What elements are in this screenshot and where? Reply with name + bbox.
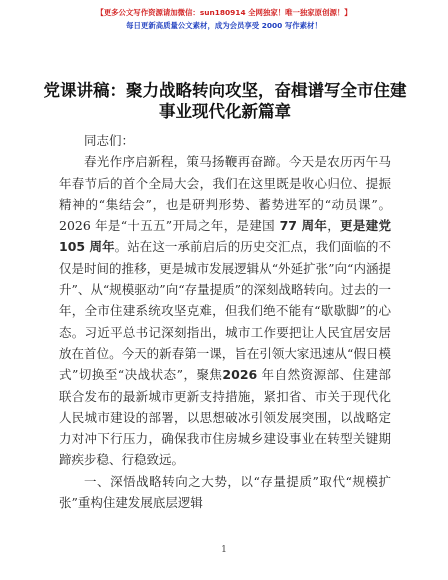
header-banner — [0, 6, 448, 32]
banner-wechat-notice: 【更多公文写作资源请加微信：sun180914 全网独家！唯一独家原创源！】 — [96, 8, 352, 17]
intro-text-a: 春光作序启新程，策马扬鞭再奋蹄。今天是农历丙午马年春节后的首个全局大会，我们在这里既是收心归位、提振精神的“集结会”，也是研判形势、蓄势进军的“动员课”。2026 年是“十五五”开局之年，是建国 — [59, 154, 391, 234]
intro-bold-year: 2026 — [222, 367, 258, 383]
intro-text-d: 年自然资源部、住建部联合发布的最新城市更新支持措施，紧扣省、市关于现代化人民城市建设的部署，以思想破冰引领发展突围，以战略定力对冲下行压力，确保我市住房城乡建设事业在转型关键期蹄疾步稳、行稳致远。 — [59, 367, 392, 468]
intro-bold-party-years: 更是建党 105 周年 — [59, 218, 391, 255]
paragraph-intro — [59, 151, 391, 470]
intro-bold-founding-years: 77 周年 — [274, 218, 328, 234]
intro-text-c: 。站在这一承前启后的历史交汇点，我们面临的不仅是时间的推移，更是城市发展逻辑从“外延扩张”向“内涵提升”、从“规模驱动”向“存量提质”的深刻战略转向。过去的一年，全市住建系统攻坚克难，但我们绝不能有“歇歇脚”的心态。习近平总书记深刻指出，城市工作要把让人民宜居安居放在首位。今天的新春第一课，旨在引领大家迅速从“假日模式”切换至“决战状态”，聚焦 — [59, 239, 391, 383]
banner-member-notice: 每日更新高质量公文素材，成为会员享受 2000 写作素材！ — [126, 21, 322, 30]
document-body — [59, 130, 391, 513]
intro-text-b: ， — [327, 218, 341, 234]
section-heading-1: 一、深悟战略转向之大势，以“存量提质”取代“规模扩张”重构住建发展底层逻辑 — [59, 473, 391, 511]
document-title: 党课讲稿：聚力战略转向攻坚，奋楫谱写全市住建事业现代化新篇章 — [43, 81, 407, 121]
greeting: 同志们： — [84, 133, 135, 148]
page-number: 1 — [221, 545, 227, 555]
